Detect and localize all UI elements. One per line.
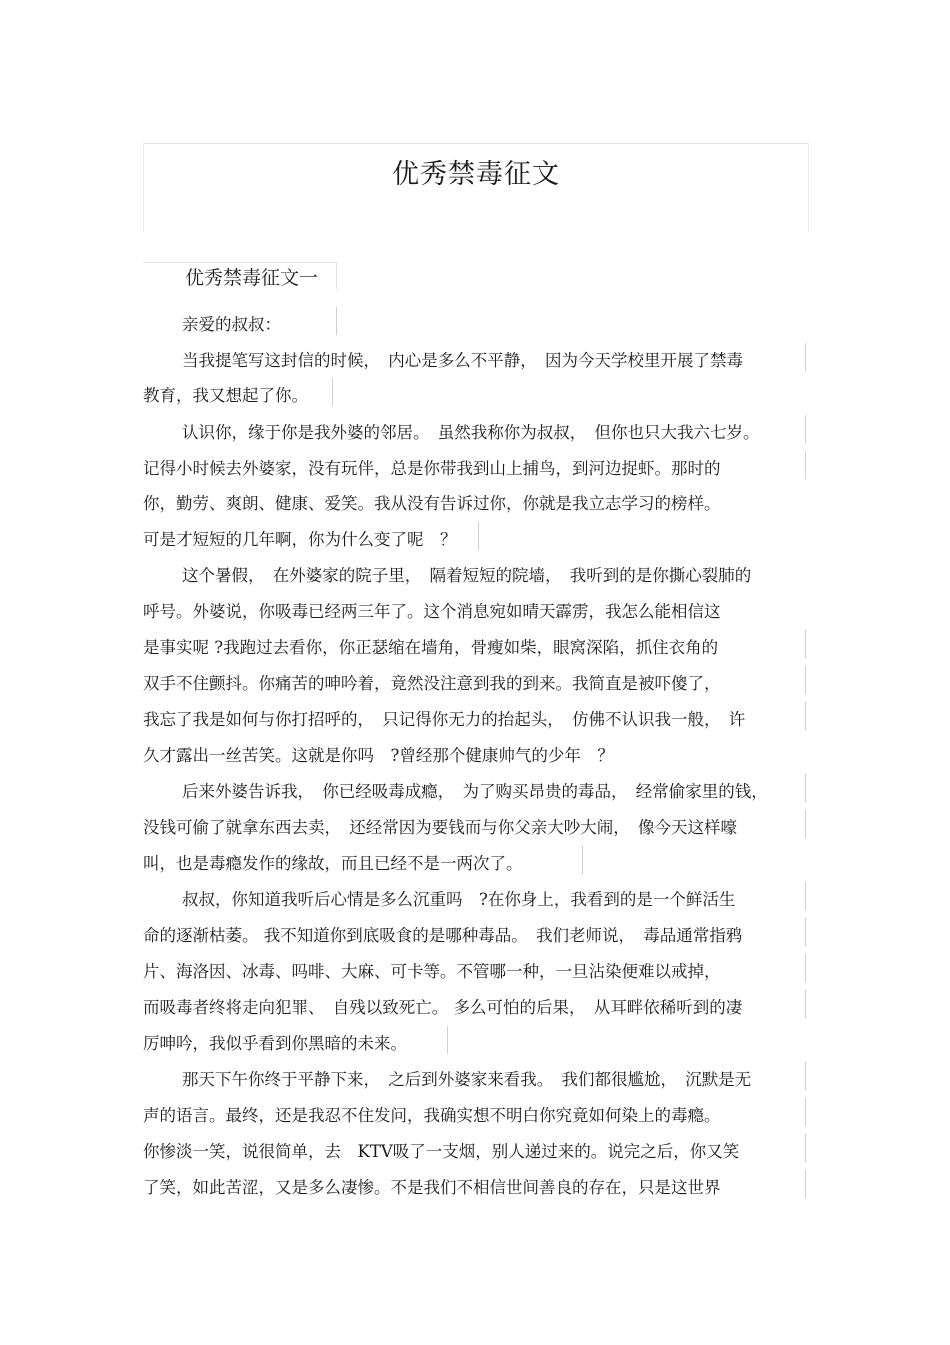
paragraph-line: 命的逐渐枯萎。 我不知道你到底吸食的是哪种毒品。 我们老师说， 毒品通常指鸦 (143, 923, 806, 949)
paragraph-line: 是事实呢 ?我跑过去看你，你正瑟缩在墙角，骨瘦如柴，眼窝深陷，抓住衣角的 (143, 635, 806, 661)
title-box (143, 143, 809, 232)
paragraph-line: 双手不住颤抖。你痛苦的呻吟着，竟然没注意到我的到来。我简直是被吓傻了， (143, 671, 806, 697)
page-title: 优秀禁毒征文 (392, 159, 560, 190)
paragraph-line: 声的语言。最终，还是我忍不住发问，我确实想不明白你究竟如何染上的毒瘾。 (143, 1103, 806, 1129)
paragraph-line: 我忘了我是如何与你打招呼的， 只记得你无力的抬起头， 仿佛不认识我一般， 许 (143, 707, 806, 733)
paragraph-line: 而吸毒者终将走向犯罪、 自残以致死亡。 多么可怕的后果， 从耳畔依稀听到的凄 (143, 995, 806, 1021)
paragraph-line: 久才露出一丝苦笑。这就是你吗 ?曾经那个健康帅气的少年 ？ (143, 746, 614, 765)
paragraph-line: 厉呻吟，我似乎看到你黑暗的未来。 (143, 1031, 448, 1057)
paragraph-line: 记得小时候去外婆家，没有玩伴，总是你带我到山上捕鸟，到河边捉虾。那时的 (143, 456, 806, 482)
paragraph-line: 呼号。外婆说，你吸毒已经两三年了。这个消息宛如晴天霹雳，我怎么能相信这 (143, 602, 721, 621)
paragraph-line: 那天下午你终于平静下来， 之后到外婆家来看我。 我们都很尴尬， 沉默是无 (143, 1067, 806, 1093)
paragraph-line: 可是才短短的几年啊，你为什么变了呢 ？ (143, 527, 479, 553)
paragraph-line: 片、海洛因、冰毒、吗啡、大麻、可卡等。不管哪一种，一旦沾染便难以戒掉， (143, 959, 806, 985)
subtitle-box (143, 262, 337, 289)
section-subtitle: 优秀禁毒征文一 (185, 267, 319, 289)
paragraph-line: 叔叔，你知道我听后心情是多么沉重吗 ?在你身上，我看到的是一个鲜活生 (143, 887, 806, 913)
paragraph-line: 叫，也是毒瘾发作的缘故，而且已经不是一两次了。 (143, 851, 583, 877)
paragraph-line: 当我提笔写这封信的时候， 内心是多么不平静， 因为今天学校里开展了禁毒 (143, 348, 806, 374)
paragraph-line: 你惨淡一笑，说很简单，去 KTV吸了一支烟，别人递过来的。说完之后，你又笑 (143, 1139, 806, 1165)
paragraph-line: 没钱可偷了就拿东西去卖， 还经常因为要钱而与你父亲大吵大闹， 像今天这样嚎 (143, 815, 806, 841)
paragraph-line: 教育，我又想起了你。 (143, 383, 333, 409)
paragraph-line: 认识你，缘于你是我外婆的邻居。 虽然我称你为叔叔， 但你也只大我六七岁。 (143, 420, 806, 446)
paragraph-line: 亲爱的叔叔： (143, 312, 337, 338)
paragraph-line: 后来外婆告诉我， 你已经吸毒成瘾， 为了购买昂贵的毒品， 经常偷家里的钱， (143, 779, 806, 805)
paragraph-line: 这个暑假， 在外婆家的院子里， 隔着短短的院墙， 我听到的是你撕心裂肺的 (182, 566, 752, 585)
paragraph-line: 了笑，如此苦涩，又是多么凄惨。不是我们不相信世间善良的存在，只是这世界 (143, 1175, 806, 1201)
paragraph-line: 你，勤劳、爽朗、健康、爱笑。我从没有告诉过你，你就是我立志学习的榜样。 (143, 494, 721, 513)
